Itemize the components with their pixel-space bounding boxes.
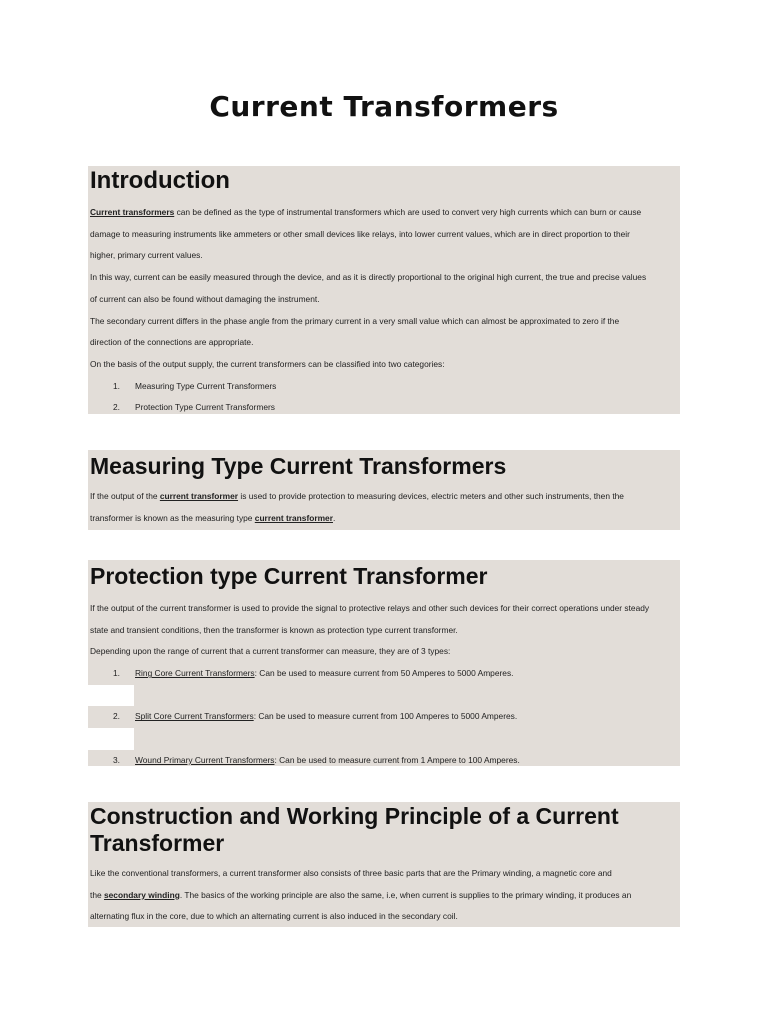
protection-p1-line1: If the output of the current transformer is used to provide the signal to protective relays and other such devices for their correct operations under steady — [90, 603, 650, 613]
construction-section — [88, 802, 680, 927]
list-text: Measuring Type Current Transformers — [135, 380, 277, 391]
secondary-winding-link[interactable]: secondary winding — [103, 889, 180, 900]
list-item — [88, 376, 680, 398]
measuring-line2 — [88, 508, 680, 530]
list-item — [88, 397, 680, 419]
introduction-section — [88, 166, 680, 414]
construction-l2-post: . The basics of the working principle are also the same, i.e, when current is supplies to the primary winding, it produces an — [179, 889, 632, 900]
construction-line3: alternating flux in the core, due to which an alternating current is also induced in the secondary coil. — [90, 911, 458, 922]
measuring-l1-pre: If the output of the — [90, 491, 160, 501]
wound-primary-desc: : Can be used to measure current from 1 Ampere to 100 Amperes. — [274, 754, 520, 765]
construction-line1: Like the conventional transformers, a current transformer also consists of three basic parts that are the Primary winding, a magnetic core and — [90, 868, 612, 878]
list-gap — [88, 685, 680, 707]
list-number: 2. — [113, 402, 120, 413]
current-transformers-link[interactable]: Current transformers — [90, 207, 175, 217]
ring-core-desc: : Can be used to measure current from 50 Amperes to 5000 Amperes. — [254, 668, 514, 679]
split-core-desc: : Can be used to measure current from 100 Amperes to 5000 Amperes. — [253, 711, 518, 722]
intro-p3-line2: direction of the connections are appropriate. — [90, 337, 254, 348]
intro-p4: On the basis of the output supply, the current transformers can be classified into two categories: — [90, 358, 445, 369]
current-transformer-link[interactable]: current transformer — [159, 491, 239, 501]
measuring-type-heading: Measuring Type Current Transformers — [90, 453, 507, 479]
list-item — [88, 663, 680, 685]
protection-p2: Depending upon the range of current that a current transformer can measure, they are of 3 types: — [90, 646, 451, 657]
measuring-line1 — [88, 486, 680, 508]
measuring-l2-pre: transformer is known as the measuring type — [90, 512, 255, 523]
intro-p2-line1: In this way, current can be easily measured through the device, and as it is directly proportional to the original high current, the true and precise values — [90, 272, 647, 283]
gap-block — [88, 728, 134, 750]
intro-p1-text: can be defined as the type of instrumental transformers which are used to convert very high currents which can burn or cause — [174, 207, 642, 217]
list-gap — [88, 728, 680, 750]
intro-p2-line2: of current can also be found without damaging the instrument. — [90, 293, 320, 304]
measuring-l1-post: is used to provide protection to measuring devices, electric meters and other such instruments, then the — [238, 491, 624, 501]
construction-line2 — [88, 885, 680, 907]
protection-p1-line2: state and transient conditions, then the transformer is known as protection type current transformer. — [90, 624, 458, 635]
gap-block — [88, 685, 134, 707]
list-item — [88, 706, 680, 728]
construction-heading-line2: Transformer — [90, 830, 225, 856]
split-core-link[interactable]: Split Core Current Transformers — [135, 711, 254, 722]
list-text — [135, 663, 513, 685]
intro-p1-line2: damage to measuring instruments like ammeters or other small devices like relays, into lower current values, which are in direct proportion to their — [90, 228, 630, 239]
wound-primary-link[interactable]: Wound Primary Current Transformers — [135, 754, 275, 765]
list-number: 3. — [113, 754, 120, 765]
list-number: 2. — [113, 711, 120, 722]
intro-p3-line1: The secondary current differs in the phase angle from the primary current in a very small value which can almost be approximated to zero if the — [90, 315, 620, 326]
list-number: 1. — [113, 380, 120, 391]
document-title: Current Transformers — [209, 90, 559, 123]
protection-type-section — [88, 560, 680, 766]
introduction-heading: Introduction — [90, 167, 230, 194]
construction-l2-pre: the — [90, 889, 104, 900]
list-number: 1. — [113, 668, 120, 679]
list-item — [88, 750, 680, 772]
ring-core-link[interactable]: Ring Core Current Transformers — [135, 668, 255, 679]
construction-heading — [88, 802, 680, 863]
list-text — [135, 706, 517, 728]
construction-heading-line1: Construction and Working Principle of a Current — [90, 803, 619, 829]
current-transformer-link[interactable]: current transformer — [254, 512, 333, 523]
intro-paragraph-1 — [88, 202, 680, 224]
protection-type-heading: Protection type Current Transformer — [90, 563, 488, 589]
list-text: Protection Type Current Transformers — [135, 402, 275, 413]
intro-p1-line3: higher, primary current values. — [90, 250, 203, 261]
list-text — [135, 750, 520, 772]
measuring-l2-post: . — [332, 512, 336, 523]
measuring-type-section — [88, 450, 680, 530]
